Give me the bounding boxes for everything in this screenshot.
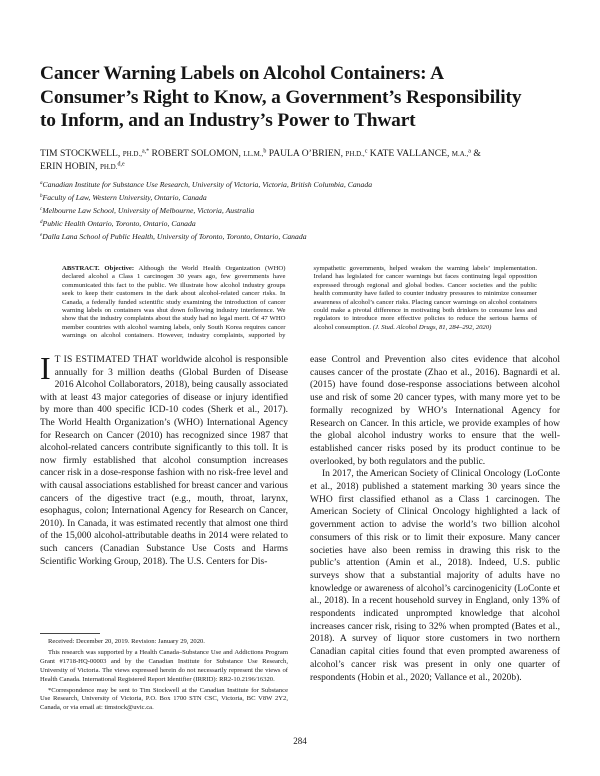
- affiliation-text: Faculty of Law, Western University, Ontario, Canada: [42, 193, 207, 203]
- affiliation-text: Canadian Institute for Substance Use Research, University of Victoria, Victoria, British Columbia, Canada: [42, 180, 373, 189]
- body-column-right: [310, 354, 560, 684]
- author-affil-sup: d,e: [117, 161, 125, 167]
- affiliations: [40, 178, 560, 243]
- title-line-1: Cancer Warning Labels on Alcohol Containers: A: [40, 63, 444, 84]
- affiliation-b: [40, 191, 560, 204]
- author-degree: M.A.,: [451, 150, 469, 158]
- author-ampersand: &: [473, 148, 481, 159]
- author-list: [40, 148, 560, 173]
- author-degree: LL.M.,: [243, 150, 264, 158]
- affiliation-a: [40, 178, 560, 191]
- author-name: TIM STOCKWELL,: [40, 148, 121, 159]
- abstract-heading: ABSTRACT. Objective:: [62, 265, 135, 272]
- footnote-funding: This research was supported by a Health Canada–Substance Use and Addictions Program Grant #1718-HQ-00003 and by the Canadian Institute for Substance Use Research, University of Victoria. The views expressed herein do not necessarily represent the views of Health Canada. International Registered Report Identifier (IRRID): RR2-10.2196/16320.: [40, 648, 288, 683]
- body-column-left: [40, 350, 288, 568]
- abstract-text: Although the World Health Organization (WHO) declared alcohol a Class 1 carcinogen 30 years ago, few governments have communicated this fact to the public. We illustrate how alcohol industry groups seek to keep their customers in the dark about alcohol-related cancer risks. In Canada, a federally funded scientific study examining the introduction of cancer warning labels on containers was shut down following industry interference. We show that the industry complaints about the study had no legal merit. Of 47 WHO member countries with alcohol warning labels, only South Korea requires cancer warnings on alcohol containers. However, industry complaints, supported by sympathetic governments, helped weaken the warning labels’ implementation. Ireland has legislated for cancer warnings but faces continuing legal opposition expressed through regional and global bodies. Cancer societies and the public health community have failed to counter industry pressures to minimize consumer awareness of alcohol’s cancer risks. Placing cancer warnings on alcohol containers could make a pivotal difference in motivating both drinkers to consume less and regulators to introduce more effective policies to reduce the serious harms of alcohol consumption.: [62, 265, 537, 340]
- author-affil-sup: a: [468, 148, 471, 155]
- footnotes: [40, 638, 288, 715]
- affiliation-sup: d: [40, 220, 43, 226]
- affiliation-text: Public Health Ontario, Toronto, Ontario, Canada: [42, 219, 196, 229]
- body-paragraph-1: ease Control and Prevention also cites evidence that alcohol causes cancer of the prostate (Zhao et al., 2016). Bagnardi et al. (2015) have found dose-response associations between alcohol use and risk of some 20 cancer types, with many more yet to be formally recognized by WHO’s International Agency for Research on Cancer. In this article, we provide examples of how the global alcohol industry works to ensure that the well-established cancer risks posed by its product continue to be overlooked, by both regulators and the public.: [310, 355, 560, 467]
- author-name: PAULA O’BRIEN,: [268, 148, 344, 159]
- abstract-citation: (J. Stud. Alcohol Drugs, 81, 284–292, 2020): [372, 323, 492, 331]
- lead-in: T IS ESTIMATED THAT: [54, 355, 159, 365]
- affiliation-sup: c: [40, 207, 43, 213]
- author-affil-sup: b: [263, 148, 267, 155]
- footnote-correspondence: *Correspondence may be sent to Tim Stockwell at the Canadian Institute for Substance Use Research, University of Victoria, P.O. Box 1700 STN CSC, Victoria, BC V8W 2Y2, Canada, or via email at: timstock@uvic.ca.: [40, 686, 288, 712]
- title-line-3: to Inform, and an Industry’s Power to Thwart: [40, 110, 416, 131]
- article-title: [40, 62, 560, 133]
- affiliation-sup: a: [40, 181, 43, 186]
- affiliation-c: [40, 204, 560, 217]
- author-affil-sup: c: [364, 148, 368, 155]
- affiliation-e: [40, 230, 560, 243]
- affiliation-sup: b: [40, 194, 43, 200]
- author-degree: PH.D.,: [345, 150, 365, 158]
- drop-cap: I: [40, 350, 51, 386]
- author-name: ROBERT SOLOMON,: [151, 148, 241, 159]
- title-line-2: Consumer’s Right to Know, a Government’s Responsibility: [40, 86, 522, 108]
- footnote-received: Received: December 20, 2019. Revision: January 29, 2020.: [48, 638, 205, 645]
- author-affil-sup: a,*: [141, 148, 150, 155]
- author-name: KATE VALLANCE,: [369, 148, 450, 159]
- affiliation-text: Melbourne Law School, University of Melbourne, Victoria, Australia: [42, 206, 255, 216]
- body-paragraph-2: In 2017, the American Society of Clinical Oncology (LoConte et al., 2018) published a statement marking 30 years since the WHO first classified ethanol as a Class 1 carcinogen. The American Society of Clinical Oncology highlighted a lack of government action to advise the world’s two billion alcohol consumers of this risk or to limit their exposure. Many cancer societies have also been remiss in drawing this risk to the public’s attention (Amin et al., 2018). Indeed, U.S. public surveys show that a substantial majority of adults have no knowledge or awareness of alcohol’s carcinogenicity (LoConte et al., 2018). In a recent household survey in England, only 13% of respondents indicated unprompted knowledge that alcohol increases cancer risk, rising to 32% when prompted (Bates et al., 2018). A survey of liquor store customers in two northern Canadian capital cities found that even prompted awareness of alcohol’s cancer risk was present in only one quarter of respondents (Hobin et al., 2020; Vallance et al., 2020b).: [310, 469, 560, 683]
- author-line-2: [40, 161, 560, 174]
- body-text: worldwide alcohol is responsible annually for 3 million deaths (Global Burden of Disease 2016 Alcohol Collaborators, 2018), being causally associated with at least 43 major categories of disease or injury identified by more than 400 specific ICD-10 codes (Sherk et al., 2017). The World Health Organization’s (WHO) International Agency for Research on Cancer (2010) has recognized since 1987 that alcohol-related cancers contribute significantly to this toll. It is now firmly established that alcohol consumption increases cancer risk in a dose-response fashion with no risk-free level and with causal associations established for breast cancer and various cancers of the digestive tract (e.g., mouth, throat, larynx, esophagus, colon; International Agency for Research on Cancer, 2010). In Canada, it was estimated recently that almost one third of the 15,000 alcohol-attributable deaths in 2014 were related to such cancers (Canadian Substance Use Costs and Harms Scientific Working Group, 2018). The U.S. Centers for Dis-: [40, 355, 288, 567]
- footnote-rule: [40, 633, 100, 634]
- abstract: [62, 265, 537, 341]
- author-degree: PH.D.: [99, 162, 118, 171]
- page-number: 284: [293, 736, 307, 746]
- affiliation-d: [40, 217, 560, 230]
- affiliation-sup: e: [40, 233, 43, 239]
- affiliation-text: Dalla Lana School of Public Health, University of Toronto, Toronto, Ontario, Canada: [42, 232, 307, 242]
- body-paragraph: [40, 350, 288, 568]
- author-line-1: [40, 148, 560, 161]
- author-name: ERIN HOBIN,: [40, 160, 98, 172]
- author-degree: PH.D.,: [122, 150, 142, 158]
